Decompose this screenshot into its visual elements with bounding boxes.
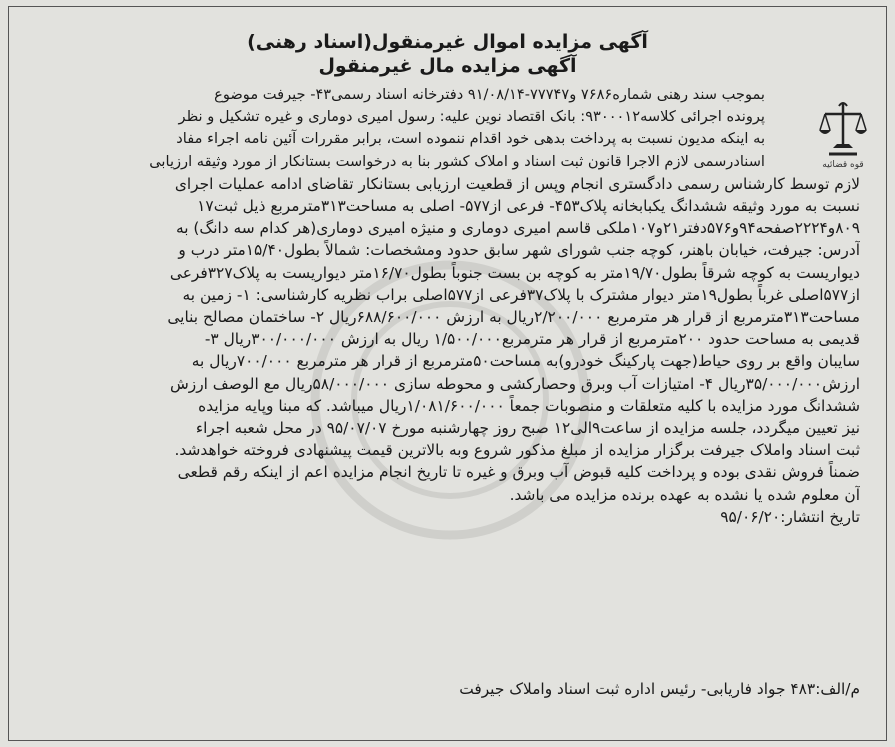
- body-line: آدرس: جیرفت، خیابان باهنر، کوچه جنب شورای شهر سابق حدود ومشخصات: شمالاً بطول۱۵/۴۰متر درب و: [178, 241, 860, 260]
- notice-title: آگهی مزایده اموال غیرمنقول(اسناد رهنی): [247, 31, 648, 53]
- body-line: به اینکه مدیون نسبت به پرداخت بدهی خود اقدام ننموده است، برابر مقررات آئین نامه اجراء مفاد: [176, 130, 765, 148]
- body-line: سایبان واقع بر روی حیاط(جهت پارکینگ خودرو)به مساحت۵۰مترمربع از قرار هر مترمربع ۷۰۰/۰۰۰ریال به: [191, 352, 860, 371]
- notice-titles: [0, 30, 895, 78]
- body-line: آن معلوم شده یا نشده به عهده برنده مزایده می باشد.: [509, 485, 860, 504]
- body-line: ضمناً فروش نقدی بوده و پرداخت کلیه قبوض آب وبرق و غیره تا تاریخ انجام مزایده اعم از اینکه رقم قطعی: [177, 463, 860, 482]
- body-line: پرونده اجرائی کلاسه۹۳۰۰۰۱۲: بانک اقتصاد نوین علیه: رسول امیری دوماری و غیره تشکیل و نظر: [178, 108, 765, 126]
- body-line: نیز تعیین میگردد، جلسه مزایده از ساعت۹الی۱۲ صبح روز چهارشنبه مورخ ۹۵/۰۷/۰۷ در محل شعبه اجراء: [195, 419, 860, 438]
- body-line: اسنادرسمی لازم الاجرا قانون ثبت اسناد و املاک کشور بنا به درخواست بستانکار از مورد وثیقه ارزیابی: [149, 152, 765, 170]
- body-line: ارزش۳۵/۰۰۰/۰۰۰ریال ۴- امتیازات آب وبرق وحصارکشی و محوطه سازی ۵۸/۰۰۰/۰۰۰ریال مع الوصف ارزش: [169, 374, 860, 393]
- notice-subtitle: آگهی مزایده مال غیرمنقول: [318, 55, 577, 77]
- body-line: ثبت اسناد واملاک جیرفت برگزار مزایده از مبلغ مذکور شروع وبه بالاترین قیمت پیشنهادی فروخته خواهدشد.: [174, 441, 860, 460]
- notice-body: [40, 84, 860, 528]
- notice-signature: م/الف:۴۸۳ جواد فاریابی- رئیس اداره ثبت اسناد واملاک جیرفت: [459, 680, 860, 698]
- body-line: مساحت۳۱۳مترمربع از قرار هر مترمربع ۲/۲۰۰/۰۰۰ریال به ارزش ۶۸۸/۶۰۰/۰۰۰ریال ۲- ساختمان مصالح بنایی: [167, 308, 860, 327]
- body-line: دیواریست به کوچه شرقاً بطول۱۹/۷۰متر به کوچه بن بست جنوباً بطول۱۶/۷۰متر دیواریست به پلاک۳۲۷فرعی: [169, 263, 860, 282]
- body-line: قدیمی به مساحت حدود ۲۰۰مترمربع از قرار هر مترمربع۱/۵۰۰/۰۰۰ ریال به ارزش ۳۰۰/۰۰۰/۰۰۰ریال ۳-: [204, 330, 860, 349]
- body-line: لازم توسط کارشناس رسمی دادگستری انجام وپس از قطعیت ارزیابی بستانکار تقاضای ادامه عملیات اجرای: [174, 174, 860, 193]
- body-line: ششدانگ مورد مزایده با کلیه متعلقات و منصوبات جمعاً ۱/۰۸۱/۶۰۰/۰۰۰ریال میباشد. که مبنا وپایه مزایده: [198, 396, 860, 415]
- body-line: بموجب سند رهنی شماره۷۶۸۶ و۷۷۷۴۷-۹۱/۰۸/۱۴ دفترخانه اسناد رسمی۴۳- جیرفت موضوع: [214, 86, 765, 103]
- body-line: نسبت به مورد وثیقه ششدانگ یکبابخانه پلاک۴۵۳- فرعی از۵۷۷- اصلی به مساحت۳۱۳مترمربع ذیل ثبت۱۷: [197, 197, 860, 216]
- body-line: ۸۰۹و۲۲۲۴صفحه۹۴و۵۷۶دفتر۲۱و۱۰۷ملکی قاسم امیری دوماری و منیژه امیری دوماری(هر کدام سه دانگ) به: [175, 219, 860, 238]
- publish-date: تاریخ انتشار:۹۵/۰۶/۲۰: [720, 507, 860, 526]
- body-line: از۵۷۷اصلی غرباً بطول۱۹متر دیوار مشترک با پلاک۳۷فرعی از۵۷۷اصلی براب نظریه کارشناسی: ۱- زمین به: [182, 285, 860, 304]
- emblem-caption: قوه قضائیه: [822, 160, 864, 170]
